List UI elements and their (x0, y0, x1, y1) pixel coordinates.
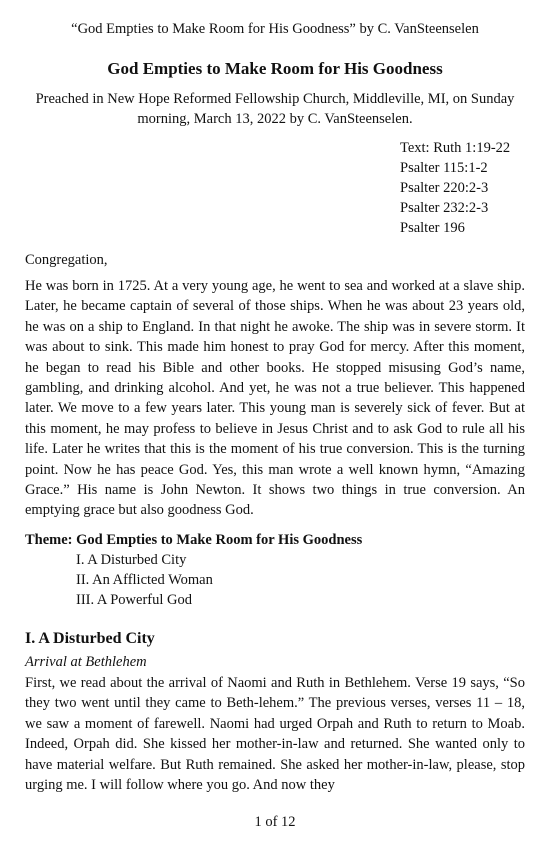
theme-point: I. A Disturbed City (76, 552, 187, 568)
greeting: Congregation, (25, 252, 108, 268)
intro-paragraph: He was born in 1725. At a very young age, he went to sea and worked at a slave ship. Later, he became captain of several of those ships. When he was about 23 years old, he was on a ship to England. In that night he awoke. The ship was in severe storm. It was about to sink. This made him honest to pray God for mercy. After this moment, he began to read his Bible and other books. He stopped misusing God’s name, gambling, and drinking alcohol. And yet, he was not a true believer. This happened later. We move to a few years later. This young man is severely sick of fever. But at this moment, he may profess to believe in Jesus Christ and to ask God to rule all his life. Later he writes that this is the moment of his true conversion. This is the turning point. Now he has peace God. Yes, this man wrote a well known hymn, “Amazing Grace.” His name is John Newton. It shows two things in true conversion. An emptying grace but also goodness God. (25, 278, 525, 519)
scripture-references (400, 138, 525, 238)
theme-points-list (25, 550, 525, 610)
document-page (25, 0, 525, 850)
psalter-ref: Psalter 115:1-2 (400, 160, 488, 176)
page-number: 1 of 12 (254, 814, 296, 830)
psalter-ref: Psalter 232:2-3 (400, 200, 489, 216)
sermon-title: God Empties to Make Room for His Goodness (107, 59, 443, 78)
theme-point: III. A Powerful God (76, 592, 192, 608)
section-body: First, we read about the arrival of Naomi and Ruth in Bethlehem. Verse 19 says, “So they two went until they came to Beth-lehem.” The previous verses, verses 11 – 18, we saw a moment of farewell. Naomi had urged Orpah and Ruth to return to Moab. Indeed, Orpah did. She kissed her mother-in-law and returned. She wanted only to have material welfare. But Ruth remained. She asked her mother-in-law, please, stop urging me. I will follow where you go. And now they (25, 675, 525, 794)
psalter-ref: Psalter 220:2-3 (400, 180, 489, 196)
section-heading: I. A Disturbed City (25, 630, 155, 647)
theme-block (25, 530, 525, 610)
scripture-text-ref: Text: Ruth 1:19-22 (400, 140, 511, 156)
section-subheading: Arrival at Bethlehem (25, 654, 147, 670)
psalter-ref: Psalter 196 (400, 220, 465, 236)
running-header: “God Empties to Make Room for His Goodness” by C. VanSteenselen (71, 21, 479, 37)
preached-info: Preached in New Hope Reformed Fellowship Church, Middleville, MI, on Sunday morning, March 13, 2022 by C. VanSteenselen. (35, 91, 515, 127)
theme-point: II. An Afflicted Woman (76, 572, 213, 588)
theme-heading: Theme: God Empties to Make Room for His Goodness (25, 532, 363, 548)
